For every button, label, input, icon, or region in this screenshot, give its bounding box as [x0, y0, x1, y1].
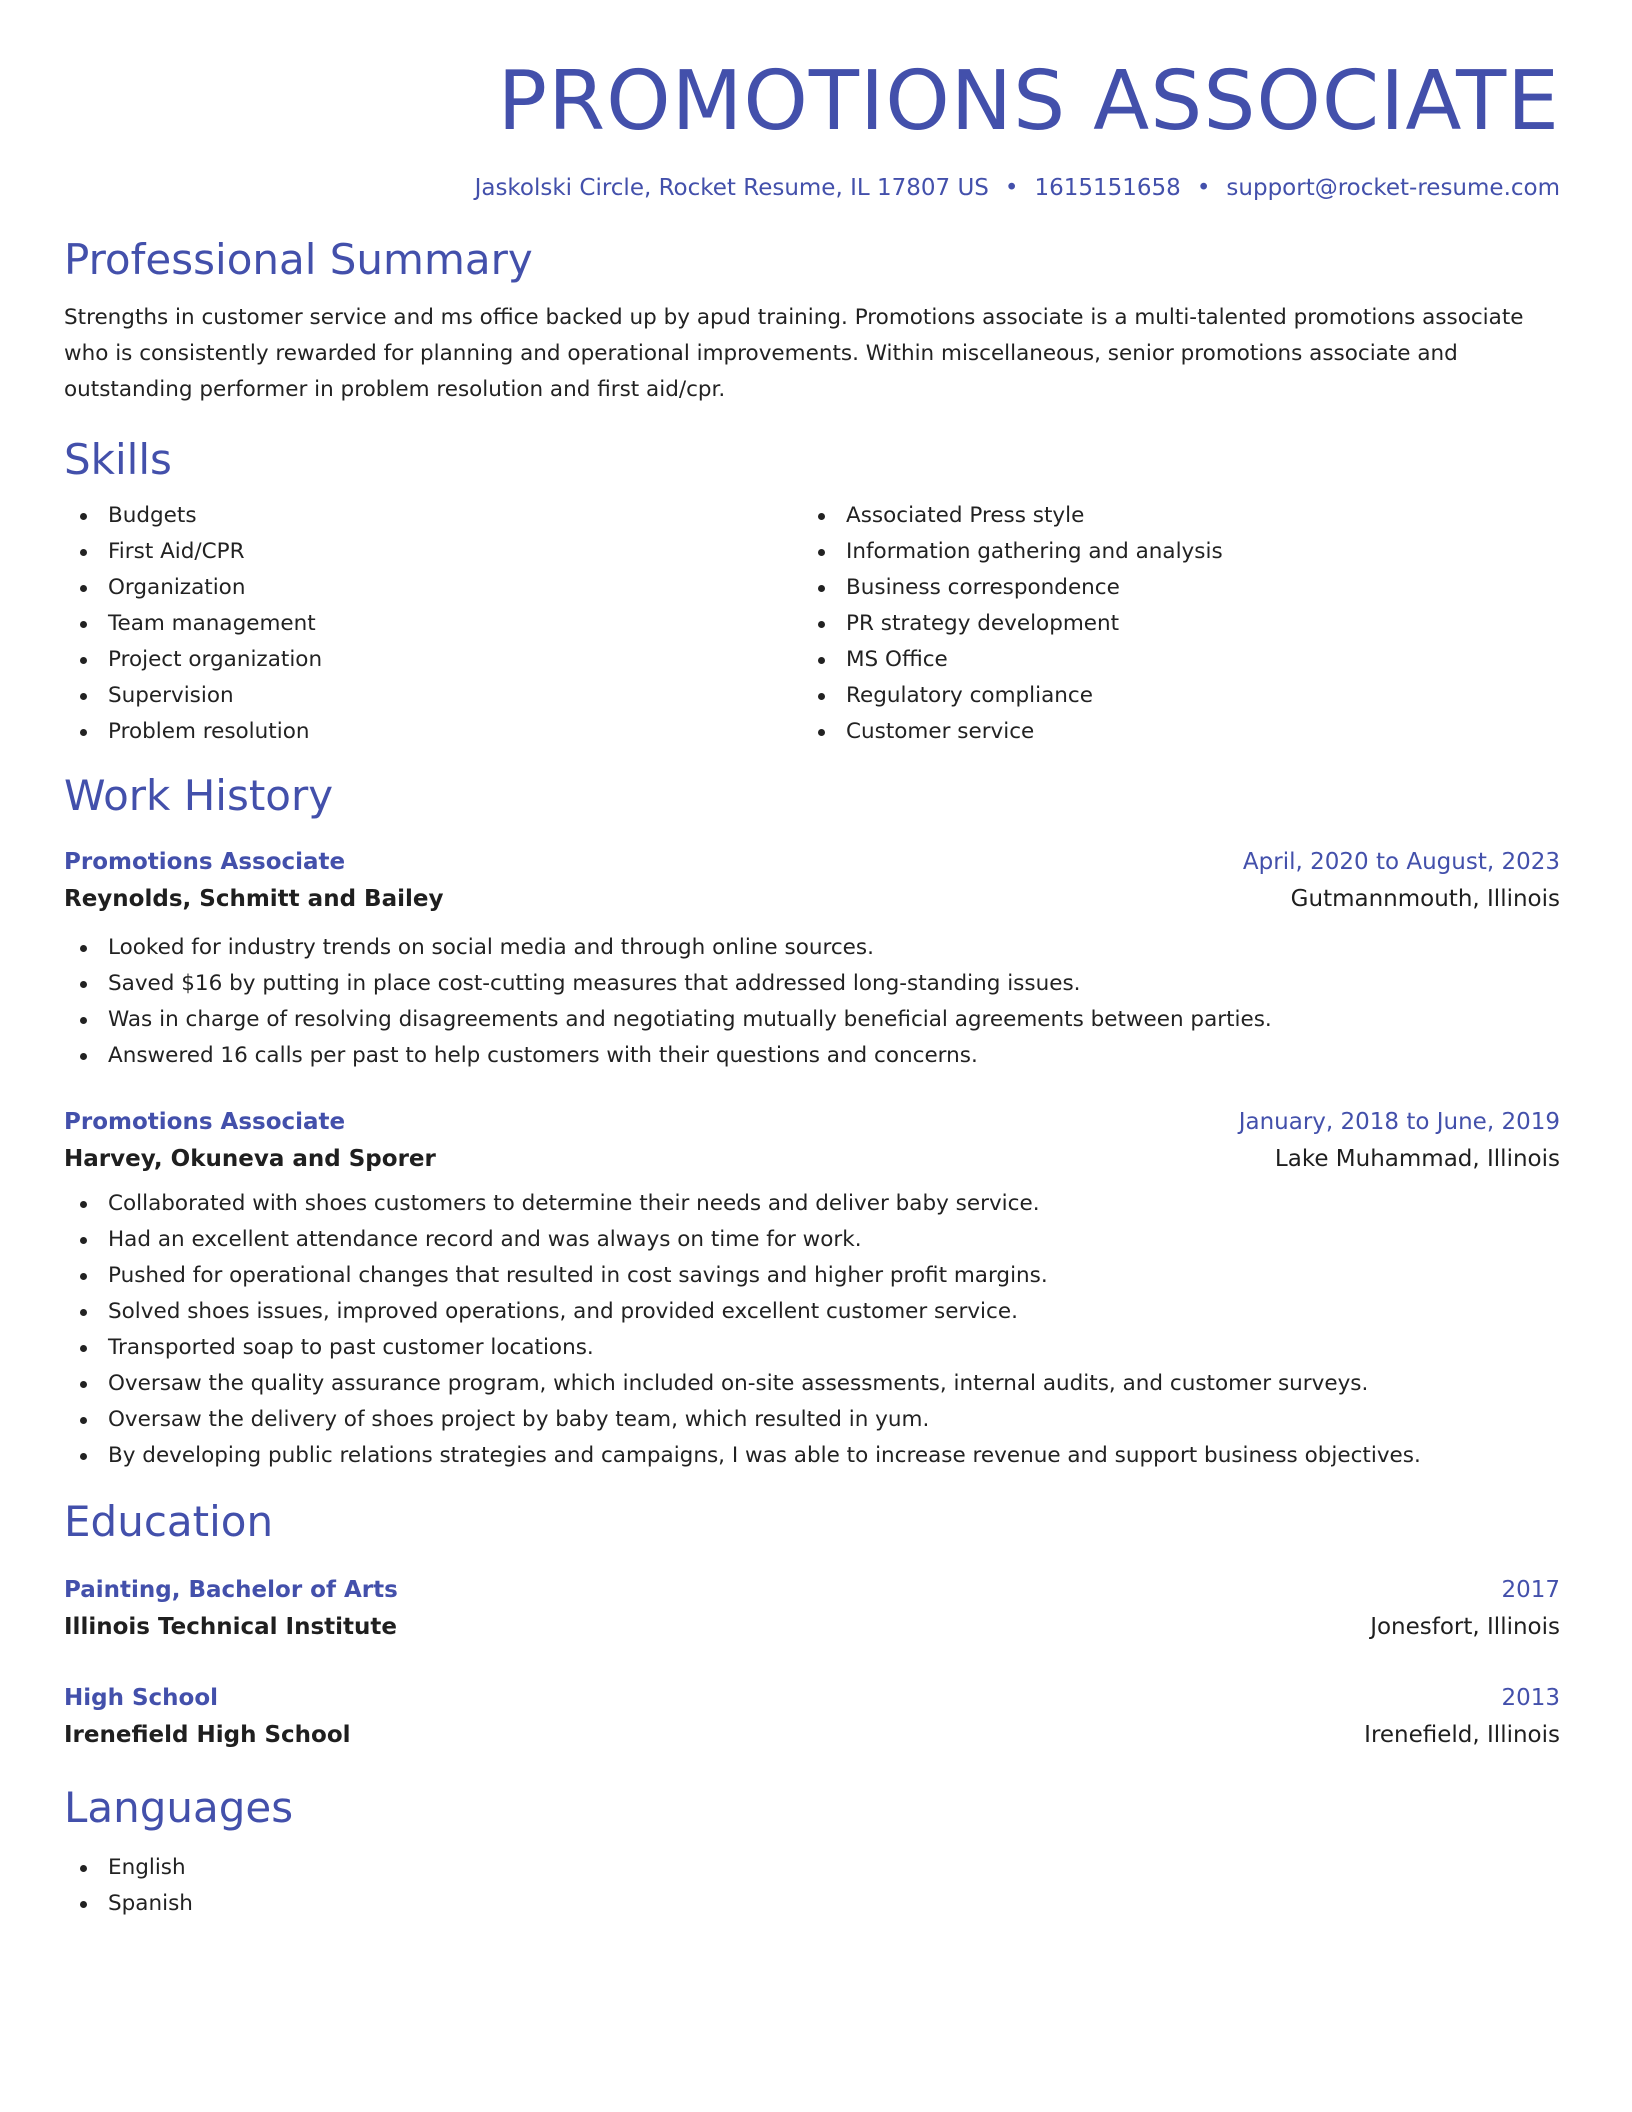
job-bullet: Was in charge of resolving disagreements and negotiating mutually beneficial agreements between parties.: [64, 1002, 1560, 1038]
summary-text: Strengths in customer service and ms office backed up by apud training. Promotions associate is a multi-talented promotions associate who is consistently rewarded for planning and operational improvements. Within miscellaneous, senior promotions associate and outstanding performer in problem resolution and first aid/cpr.: [64, 305, 1524, 402]
language-item: Spanish: [64, 1886, 1560, 1922]
address: Jaskolski Circle, Rocket Resume, IL 17807 US: [474, 175, 989, 201]
contact-line: [64, 172, 1560, 204]
job-dates: April, 2020 to August, 2023: [1242, 849, 1560, 875]
email-link[interactable]: support@rocket-resume.com: [1226, 175, 1560, 201]
summary-heading: Professional Summary: [64, 235, 533, 284]
skill-item: Problem resolution: [64, 714, 802, 750]
job-role: Promotions Associate: [64, 1109, 346, 1135]
job-bullet: Oversaw the quality assurance program, which included on-site assessments, internal audits, and customer surveys.: [64, 1366, 1560, 1402]
phone: 1615151658: [1034, 175, 1181, 201]
skill-item: MS Office: [802, 642, 1540, 678]
education-entry: [64, 1680, 1560, 1754]
job-bullet: Oversaw the delivery of shoes project by baby team, which resulted in yum.: [64, 1402, 1560, 1438]
skill-item: Organization: [64, 570, 802, 606]
graduation-year: 2017: [1501, 1577, 1560, 1603]
skill-item: Associated Press style: [802, 498, 1540, 534]
job-company: Reynolds, Schmitt and Bailey: [64, 886, 444, 912]
candidate-title: PROMOTIONS ASSOCIATE: [497, 54, 1560, 149]
job-bullet: Solved shoes issues, improved operations, and provided excellent customer service.: [64, 1294, 1560, 1330]
skill-item: Regulatory compliance: [802, 678, 1540, 714]
language-item: English: [64, 1850, 1560, 1886]
job-bullets: [64, 1186, 1560, 1474]
job-location: Lake Muhammad, Illinois: [1274, 1146, 1560, 1172]
school-name: Illinois Technical Institute: [64, 1614, 397, 1640]
work-history-heading: Work History: [64, 771, 334, 820]
languages-list: [64, 1850, 1560, 1922]
skills-column-left: [64, 498, 802, 750]
job-company: Harvey, Okuneva and Sporer: [64, 1146, 436, 1172]
skills-column-right: [802, 498, 1540, 750]
school-name: Irenefield High School: [64, 1722, 351, 1748]
skill-item: Project organization: [64, 642, 802, 678]
skill-item: PR strategy development: [802, 606, 1540, 642]
degree: Painting, Bachelor of Arts: [64, 1577, 398, 1603]
skills-heading: Skills: [64, 435, 172, 484]
job-bullet: Pushed for operational changes that resulted in cost savings and higher profit margins.: [64, 1258, 1560, 1294]
job-bullet: Saved $16 by putting in place cost-cutting measures that addressed long-standing issues.: [64, 966, 1560, 1002]
job-bullet: Had an excellent attendance record and was always on time for work.: [64, 1222, 1560, 1258]
job-dates: January, 2018 to June, 2019: [1238, 1109, 1560, 1135]
job-entry: [64, 844, 1560, 1074]
languages-heading: Languages: [64, 1783, 294, 1832]
job-bullet: Looked for industry trends on social media and through online sources.: [64, 930, 1560, 966]
skill-item: Budgets: [64, 498, 802, 534]
school-location: Irenefield, Illinois: [1364, 1722, 1560, 1748]
separator-dot: •: [1196, 175, 1211, 201]
job-bullets: [64, 930, 1560, 1074]
separator-dot: •: [1004, 175, 1019, 201]
job-location: Gutmannmouth, Illinois: [1290, 886, 1560, 912]
skill-item: Information gathering and analysis: [802, 534, 1540, 570]
education-heading: Education: [64, 1497, 274, 1546]
skill-item: Customer service: [802, 714, 1540, 750]
graduation-year: 2013: [1501, 1685, 1560, 1711]
skills-list: [64, 498, 1560, 750]
skill-item: Team management: [64, 606, 802, 642]
job-bullet: Answered 16 calls per past to help customers with their questions and concerns.: [64, 1038, 1560, 1074]
job-bullet: Collaborated with shoes customers to determine their needs and deliver baby service.: [64, 1186, 1560, 1222]
degree: High School: [64, 1685, 219, 1711]
resume-page: [64, 0, 1560, 1922]
job-bullet: By developing public relations strategies and campaigns, I was able to increase revenue and support business objectives.: [64, 1438, 1560, 1474]
skill-item: First Aid/CPR: [64, 534, 802, 570]
education-entry: [64, 1572, 1560, 1646]
school-location: Jonesfort, Illinois: [1370, 1614, 1560, 1640]
job-role: Promotions Associate: [64, 849, 346, 875]
skill-item: Business correspondence: [802, 570, 1540, 606]
job-entry: [64, 1104, 1560, 1474]
job-bullet: Transported soap to past customer locations.: [64, 1330, 1560, 1366]
skill-item: Supervision: [64, 678, 802, 714]
